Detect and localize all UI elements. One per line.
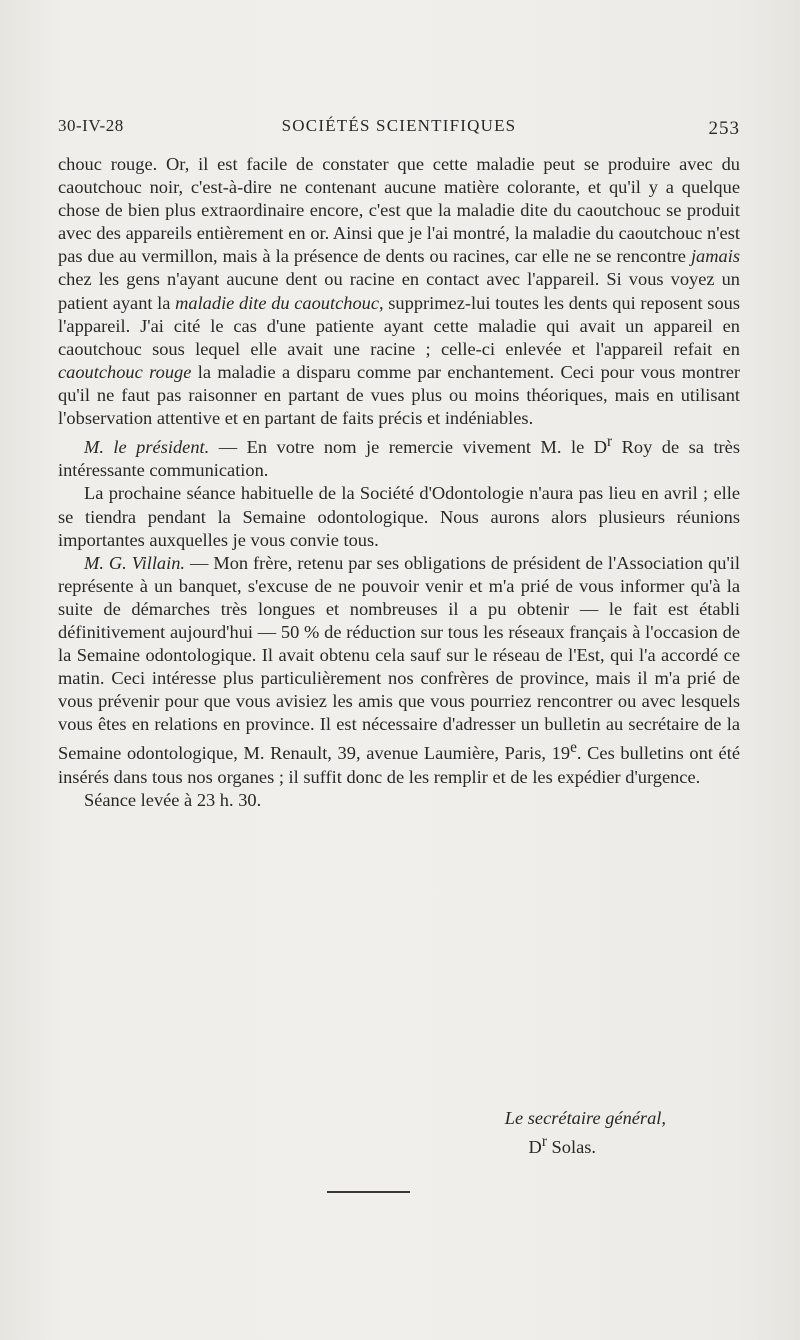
paragraph-text: chez les gens n'ayant aucune dent ou racine en contact avec l'appareil. Si vous voyez un patient ayant la (58, 269, 740, 313)
paragraph-text: , supprimez-lui toutes les dents qui reposent sous l'appareil. J'ai cité le cas d'une patiente ayant cette maladie qui avait un appareil en caoutchouc sous lequel elle avait une racine ; celle-ci enlevée et l'appareil refait en (58, 292, 740, 359)
speaker-name: M. G. Villain. (84, 552, 186, 573)
emphasis-text: maladie dite du caoutchouc (175, 292, 380, 313)
paragraph-text: . Ces bulletins ont été insérés dans tous nos organes ; il suffit donc de les remplir et de les expédier d'urgence. (58, 743, 740, 787)
speaker-name: M. le président. (84, 437, 210, 458)
signature-title: Le secrétaire général, (504, 1108, 666, 1128)
paragraph-text: La prochaine séance habituelle de la Société d'Odontologie n'aura pas lieu en avril ; elle se tiendra pendant la Semaine odontologique. Nous aurons alors plusieurs réunions importantes auxquelles je vous convie tous. (58, 483, 740, 550)
superscript: r (607, 433, 613, 451)
paragraph-text: chouc rouge. Or, il est facile de constater que cette maladie peut se produire avec du caoutchouc noir, c'est-à-dire ne contenant aucune matière colorante, et qu'il y a quelque chose de bien plus extraordinaire encore, c'est que la maladie dite du caoutchouc se produit avec des appareils entièrement en or. Ainsi que je l'ai montré, la maladie du caoutchouc n'est pas due au vermillon, mais à la présence de dents ou racines, car elle ne se rencontre (58, 154, 740, 267)
signature-name (58, 1130, 666, 1159)
closing-rule (327, 1191, 410, 1193)
running-header (58, 114, 740, 144)
emphasis-text: caoutchouc rouge (58, 361, 192, 382)
signature-surname: Solas. (546, 1137, 596, 1158)
paragraph-text: Séance levée à 23 h. 30. (84, 789, 262, 810)
signature-block (58, 1107, 666, 1159)
page-body (58, 153, 740, 812)
emphasis-text: jamais (690, 246, 740, 267)
paragraph-president (58, 430, 740, 482)
signature-prefix: D (528, 1137, 542, 1158)
paragraph-continuation (58, 153, 740, 430)
paragraph-adjourned (58, 789, 740, 812)
paragraph-text: Roy de sa très intéressante communication. (58, 437, 740, 481)
paragraph-text: — Mon frère, retenu par ses obligations de président de l'Association qu'il représente à un banquet, s'excuse de ne pouvoir venir et m'a prié de vous informer qu'à la suite de démarches très longues et nombreuses il a pu obtenir — le fait est établi définitivement aujourd'hui — 50 % de réduction sur tous les réseaux français à l'occasion de la Semaine odontologique. Il avait obtenu cela sauf sur le réseau de l'Est, qui l'a accordé ce matin. Ceci intéresse plus particulièrement nos confrères de province, mais il m'a prié de vous prévenir pour que vous avisiez les amis que vous pourriez rencontrer ou avec lesquels vous êtes en relations en province. Il est nécessaire d'adresser un bulletin au secrétaire de la Semaine odontologique, M. Renault, 39, avenue Laumière, Paris, 19 (58, 552, 740, 764)
header-date: 30-IV-28 (58, 116, 124, 135)
paragraph-villain (58, 552, 740, 789)
superscript: e (570, 739, 577, 757)
page-number: 253 (708, 118, 740, 139)
paragraph-text: la maladie a disparu comme par enchantement. Ceci pour vous montrer qu'il ne faut pas raisonner en partant de vues plus ou moins théoriques, mais en utilisant l'observation attentive et en partant de faits précis et indéniables. (58, 361, 740, 429)
paragraph-next-session (58, 482, 740, 551)
superscript: r (541, 1133, 547, 1150)
header-title: SOCIÉTÉS SCIENTIFIQUES (281, 116, 517, 135)
paragraph-text: — En votre nom je remercie vivement M. le D (209, 437, 608, 458)
